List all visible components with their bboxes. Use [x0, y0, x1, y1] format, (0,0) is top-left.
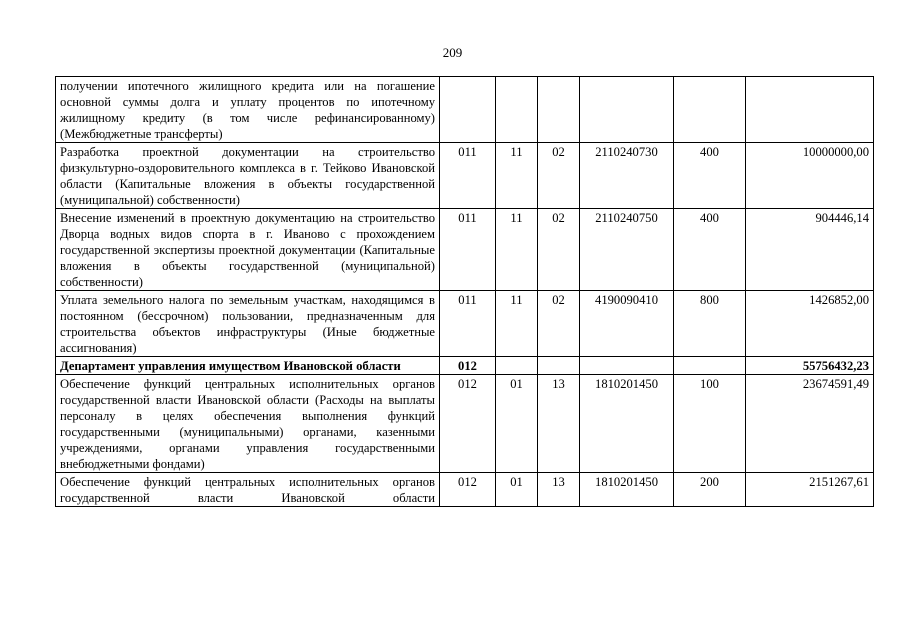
ministry-code: 011 — [440, 143, 496, 209]
section-code — [496, 357, 538, 375]
subsection-code: 13 — [538, 375, 580, 473]
amount-value: 1426852,00 — [746, 291, 874, 357]
table-row — [56, 143, 874, 209]
budget-table — [55, 76, 874, 507]
ministry-code: 012 — [440, 357, 496, 375]
ministry-code: 011 — [440, 291, 496, 357]
amount-value — [746, 77, 874, 143]
row-description: получении ипотечного жилищного кредита или на погашение основной суммы долга и уплату процентов по ипотечному жилищному кредиту (в том числе рефинансированному) (Межбюджетные трансферты) — [56, 77, 440, 143]
expense-type-code: 400 — [674, 143, 746, 209]
row-description: Уплата земельного налога по земельным участкам, находящимся в постоянном (бессрочном) пользовании, предназначенным для строительства объектов инфраструктуры (Иные бюджетные ассигнования) — [56, 291, 440, 357]
table-row — [56, 291, 874, 357]
expense-type-code: 800 — [674, 291, 746, 357]
subsection-code: 02 — [538, 209, 580, 291]
expense-type-code: 200 — [674, 473, 746, 507]
table-row — [56, 77, 874, 143]
subsection-code: 13 — [538, 473, 580, 507]
expense-type-code: 400 — [674, 209, 746, 291]
ministry-code — [440, 77, 496, 143]
subsection-code — [538, 77, 580, 143]
table-row — [56, 473, 874, 507]
row-description: Внесение изменений в проектную документацию на строительство Дворца водных видов спорта в г. Иваново с прохождением государственной экспертизы проектной документации (Капитальные вложения в объекты государственной (муниципальной) собственности) — [56, 209, 440, 291]
amount-value: 2151267,61 — [746, 473, 874, 507]
table-row — [56, 209, 874, 291]
target-article-code: 2110240730 — [580, 143, 674, 209]
target-article-code — [580, 357, 674, 375]
subsection-code: 02 — [538, 143, 580, 209]
expense-type-code — [674, 357, 746, 375]
expense-type-code — [674, 77, 746, 143]
amount-value: 10000000,00 — [746, 143, 874, 209]
target-article-code — [580, 77, 674, 143]
department-name: Департамент управления имуществом Ивановской области — [56, 357, 440, 375]
ministry-code: 012 — [440, 375, 496, 473]
row-description: Обеспечение функций центральных исполнительных органов государственной власти Ивановской области — [56, 473, 440, 507]
row-description: Обеспечение функций центральных исполнительных органов государственной власти Ивановской области (Расходы на выплаты персоналу в целях обеспечения выполнения функций государственными (муниципальными) органами, казенными учреждениями, органами управления государственными внебюджетными фондами) — [56, 375, 440, 473]
section-code: 11 — [496, 143, 538, 209]
ministry-code: 012 — [440, 473, 496, 507]
section-code: 01 — [496, 473, 538, 507]
table-row — [56, 375, 874, 473]
page-number: 209 — [442, 45, 463, 60]
amount-value: 23674591,49 — [746, 375, 874, 473]
subsection-code: 02 — [538, 291, 580, 357]
department-total: 55756432,23 — [746, 357, 874, 375]
amount-value: 904446,14 — [746, 209, 874, 291]
section-code: 01 — [496, 375, 538, 473]
target-article-code: 1810201450 — [580, 473, 674, 507]
section-code — [496, 77, 538, 143]
expense-type-code: 100 — [674, 375, 746, 473]
department-row — [56, 357, 874, 375]
target-article-code: 4190090410 — [580, 291, 674, 357]
section-code: 11 — [496, 209, 538, 291]
target-article-code: 1810201450 — [580, 375, 674, 473]
target-article-code: 2110240750 — [580, 209, 674, 291]
section-code: 11 — [496, 291, 538, 357]
subsection-code — [538, 357, 580, 375]
ministry-code: 011 — [440, 209, 496, 291]
row-description: Разработка проектной документации на строительство физкультурно-оздоровительного комплекса в г. Тейково Ивановской области (Капитальные вложения в объекты государственной (муниципальной) собственности) — [56, 143, 440, 209]
